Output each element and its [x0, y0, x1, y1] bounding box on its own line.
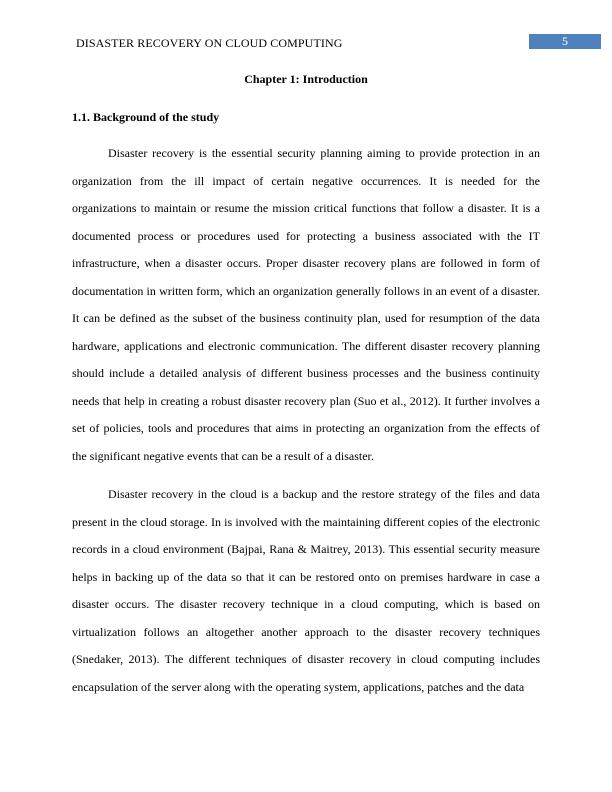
body-paragraph-1: Disaster recovery is the essential security planning aiming to provide protection in an organization from the ill impact of certain negative occurrences. It is needed for the organizations to maintain or resume the mission critical functions that follow a disaster. It is a documented process or procedures used for protecting a business associated with the IT infrastructure, when a disaster occurs. Proper disaster recovery plans are followed in form of documentation in written form, which an organization generally follows in an event of a disaster. It can be defined as the subset of the business continuity plan, used for resumption of the data hardware, applications and electronic communication. The different disaster recovery planning should include a detailed analysis of different business processes and the business continuity needs that help in creating a robust disaster recovery plan (Suo et al., 2012). It further involves a set of policies, tools and procedures that aims in protecting an organization from the effects of the significant negative events that can be a result of a disaster. [72, 146, 540, 463]
section-heading: 1.1. Background of the study [72, 110, 220, 124]
running-head: DISASTER RECOVERY ON CLOUD COMPUTING [76, 36, 343, 50]
page-number: 5 [529, 34, 601, 49]
body-paragraph-2: Disaster recovery in the cloud is a backup and the restore strategy of the files and data present in the cloud storage. In is involved with the maintaining different copies of the electronic records in a cloud environment (Bajpai, Rana & Maitrey, 2013). This essential security measure helps in backing up of the data so that it can be restored onto on premises hardware in case a disaster occurs. The disaster recovery technique in a cloud computing, which is based on virtualization follows an altogether another approach to the disaster recovery techniques (Snedaker, 2013). The different techniques of disaster recovery in cloud computing includes encapsulation of the server along with the operating system, applications, patches and the data [72, 487, 540, 694]
chapter-title: Chapter 1: Introduction [244, 72, 368, 86]
